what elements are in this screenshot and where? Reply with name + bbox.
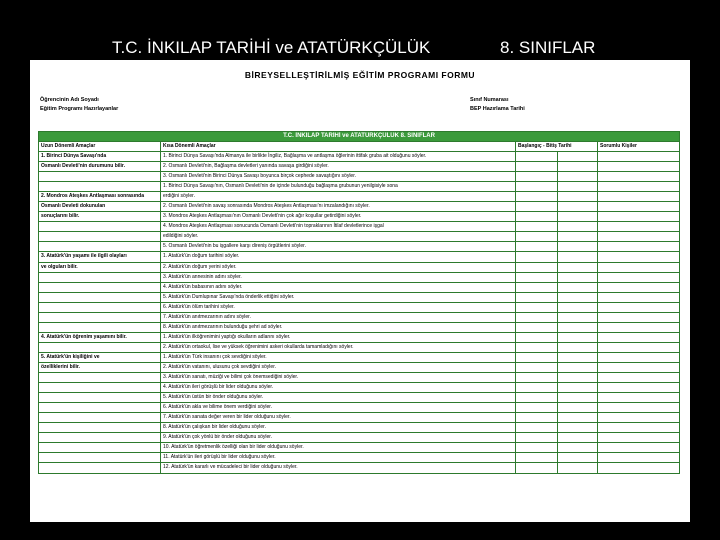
long-term-goal-cell: 5. Atatürk'ün kişiliğini ve [39, 352, 161, 362]
table-row [39, 302, 680, 312]
table-row [39, 182, 680, 192]
start-date-cell [516, 292, 558, 302]
responsible-cell [598, 172, 680, 182]
slide-title-grade: 8. SINIFLAR [500, 38, 596, 57]
short-term-goal-cell: 3. Osmanlı Devleti'nin Birinci Dünya Savaşı boyunca birçok cephede savaştığını söyler. [161, 172, 516, 182]
long-term-goal-cell [39, 403, 161, 413]
table-row [39, 172, 680, 182]
class-number-label: Sınıf Numarası [470, 97, 509, 103]
responsible-cell [598, 302, 680, 312]
table-row [39, 453, 680, 463]
long-term-goal-cell [39, 413, 161, 423]
responsible-cell [598, 352, 680, 362]
long-term-goal-cell [39, 383, 161, 393]
end-date-cell [558, 162, 598, 172]
end-date-cell [558, 282, 598, 292]
table-row [39, 272, 680, 282]
table-row [39, 152, 680, 162]
short-term-goal-cell: 7. Atatürk'ün anıtmezarının adını söyler. [161, 312, 516, 322]
short-term-goal-cell: 7. Atatürk'ün sanata değer veren bir lider olduğunu söyler. [161, 413, 516, 423]
start-date-cell [516, 362, 558, 372]
header-start-end: Başlangıç - Bitiş Tarihi [516, 142, 598, 152]
responsible-cell [598, 262, 680, 272]
end-date-cell [558, 423, 598, 433]
responsible-cell [598, 443, 680, 453]
end-date-cell [558, 312, 598, 322]
long-term-goal-cell [39, 182, 161, 192]
table-row [39, 232, 680, 242]
start-date-cell [516, 272, 558, 282]
table-row [39, 192, 680, 202]
end-date-cell [558, 332, 598, 342]
start-date-cell [516, 413, 558, 423]
header-long-term: Uzun Dönemli Amaçlar [39, 142, 161, 152]
table-row [39, 162, 680, 172]
short-term-goal-cell: erdiğini söyler. [161, 192, 516, 202]
responsible-cell [598, 182, 680, 192]
bep-form-document [30, 60, 690, 522]
start-date-cell [516, 172, 558, 182]
end-date-cell [558, 433, 598, 443]
end-date-cell [558, 292, 598, 302]
short-term-goal-cell: 1. Atatürk'ün ilköğrenimini yaptığı okulların adlarını söyler. [161, 332, 516, 342]
table-row [39, 242, 680, 252]
start-date-cell [516, 453, 558, 463]
short-term-goal-cell: 2. Atatürk'ün doğum yerini söyler. [161, 262, 516, 272]
responsible-cell [598, 322, 680, 332]
responsible-cell [598, 242, 680, 252]
end-date-cell [558, 262, 598, 272]
table-row [39, 373, 680, 383]
short-term-goal-cell: 12. Atatürk'ün kararlı ve mücadeleci bir lider olduğunu söyler. [161, 463, 516, 473]
short-term-goal-cell: 2. Osmanlı Devleti'nin savaş sonrasında Mondros Ateşkes Antlaşması'nı imzalandığını söyler. [161, 202, 516, 212]
start-date-cell [516, 152, 558, 162]
start-date-cell [516, 373, 558, 383]
long-term-goal-cell [39, 373, 161, 383]
end-date-cell [558, 202, 598, 212]
end-date-cell [558, 453, 598, 463]
short-term-goal-cell: 2. Atatürk'ün vatanını, ulusunu çok sevdiğini söyler. [161, 362, 516, 372]
preparers-label: Eğitim Programı Hazırlayanlar [40, 106, 119, 112]
responsible-cell [598, 222, 680, 232]
short-term-goal-cell: 11. Atatürk'ün ileri görüşlü bir lider olduğunu söyler. [161, 453, 516, 463]
student-name-label: Öğrencinin Adı Soyadı [40, 97, 99, 103]
long-term-goal-cell: 3. Atatürk'ün yaşamı ile ilgili olayları [39, 252, 161, 262]
end-date-cell [558, 413, 598, 423]
responsible-cell [598, 463, 680, 473]
responsible-cell [598, 282, 680, 292]
start-date-cell [516, 212, 558, 222]
long-term-goal-cell [39, 322, 161, 332]
short-term-goal-cell: 3. Atatürk'ün sanatı, müziği ve bilimi çok önemsediğini söyler. [161, 373, 516, 383]
short-term-goal-cell: 9. Atatürk'ün çok yönlü bir önder olduğunu söyler. [161, 433, 516, 443]
long-term-goal-cell: 1. Birinci Dünya Savaşı'nda [39, 152, 161, 162]
start-date-cell [516, 302, 558, 312]
table-row [39, 262, 680, 272]
short-term-goal-cell: 5. Atatürk'ün Dumlupınar Savaşı'nda önderlik ettiğini söyler. [161, 292, 516, 302]
end-date-cell [558, 322, 598, 332]
table-row [39, 252, 680, 262]
long-term-goal-cell [39, 272, 161, 282]
long-term-goal-cell [39, 342, 161, 352]
responsible-cell [598, 423, 680, 433]
slide-title [0, 38, 720, 60]
short-term-goal-cell: 4. Atatürk'ün ileri görüşlü bir lider olduğunu söyler. [161, 383, 516, 393]
end-date-cell [558, 352, 598, 362]
end-date-cell [558, 252, 598, 262]
long-term-goal-cell: 4. Atatürk'ün öğrenim yaşamını bilir. [39, 332, 161, 342]
short-term-goal-cell: 2. Atatürk'ün ortaokul, lise ve yüksek öğrenimini askeri okullarda tamamladığını söyler. [161, 342, 516, 352]
end-date-cell [558, 403, 598, 413]
short-term-goal-cell: 8. Atatürk'ün anıtmezarının bulunduğu şehri ad söyler. [161, 322, 516, 332]
end-date-cell [558, 443, 598, 453]
end-date-cell [558, 232, 598, 242]
responsible-cell [598, 332, 680, 342]
table-header-row [39, 142, 680, 152]
start-date-cell [516, 182, 558, 192]
responsible-cell [598, 232, 680, 242]
end-date-cell [558, 152, 598, 162]
responsible-cell [598, 362, 680, 372]
responsible-cell [598, 192, 680, 202]
end-date-cell [558, 373, 598, 383]
short-term-goal-cell: 6. Atatürk'ün ölüm tarihini söyler. [161, 302, 516, 312]
header-responsible: Sorumlu Kişiler [598, 142, 680, 152]
long-term-goal-cell [39, 172, 161, 182]
long-term-goal-cell [39, 242, 161, 252]
short-term-goal-cell: 5. Atatürk'ün üstün bir önder olduğunu söyler. [161, 393, 516, 403]
end-date-cell [558, 172, 598, 182]
start-date-cell [516, 433, 558, 443]
end-date-cell [558, 362, 598, 372]
end-date-cell [558, 222, 598, 232]
end-date-cell [558, 272, 598, 282]
short-term-goal-cell: 6. Atatürk'ün akla ve bilime önem verdiğini söyler. [161, 403, 516, 413]
long-term-goal-cell: ve olguları bilir. [39, 262, 161, 272]
responsible-cell [598, 202, 680, 212]
form-meta-right [470, 96, 525, 114]
responsible-cell [598, 272, 680, 282]
long-term-goal-cell [39, 222, 161, 232]
table-row [39, 413, 680, 423]
start-date-cell [516, 403, 558, 413]
slide-title-main: T.C. İNKILAP TARİHİ ve ATATÜRKÇÜLÜK [112, 38, 431, 57]
short-term-goal-cell: 4. Mondros Ateşkes Antlaşması sonucunda Osmanlı Devleti'nin topraklarının İtilaf devletlerince işgal [161, 222, 516, 232]
end-date-cell [558, 463, 598, 473]
start-date-cell [516, 393, 558, 403]
start-date-cell [516, 262, 558, 272]
table-row [39, 383, 680, 393]
long-term-goal-cell: Osmanlı Devleti'nin durumunu bilir. [39, 162, 161, 172]
long-term-goal-cell [39, 232, 161, 242]
table-row [39, 282, 680, 292]
table-row [39, 332, 680, 342]
responsible-cell [598, 403, 680, 413]
responsible-cell [598, 312, 680, 322]
short-term-goal-cell: edildiğini söyler. [161, 232, 516, 242]
responsible-cell [598, 393, 680, 403]
responsible-cell [598, 383, 680, 393]
end-date-cell [558, 383, 598, 393]
responsible-cell [598, 292, 680, 302]
start-date-cell [516, 312, 558, 322]
responsible-cell [598, 373, 680, 383]
start-date-cell [516, 332, 558, 342]
end-date-cell [558, 302, 598, 312]
table-row [39, 362, 680, 372]
short-term-goal-cell: 1. Birinci Dünya Savaşı'nda Almanya ile birlikte İngiliz, Bağlaşma ve antlaşma öğlerinin ittifak gruba ait olduğunu söyler. [161, 152, 516, 162]
form-meta-left [40, 96, 118, 114]
start-date-cell [516, 463, 558, 473]
short-term-goal-cell: 10. Atatürk'ün öğretmenlik özelliği olan bir lider olduğunu söyler. [161, 443, 516, 453]
short-term-goal-cell: 1. Atatürk'ün doğum tarihini söyler. [161, 252, 516, 262]
start-date-cell [516, 202, 558, 212]
start-date-cell [516, 443, 558, 453]
table-row [39, 212, 680, 222]
responsible-cell [598, 162, 680, 172]
responsible-cell [598, 252, 680, 262]
end-date-cell [558, 242, 598, 252]
table-row [39, 433, 680, 443]
start-date-cell [516, 322, 558, 332]
responsible-cell [598, 212, 680, 222]
responsible-cell [598, 413, 680, 423]
table-row [39, 292, 680, 302]
start-date-cell [516, 222, 558, 232]
start-date-cell [516, 352, 558, 362]
long-term-goal-cell [39, 453, 161, 463]
short-term-goal-cell: 1. Birinci Dünya Savaşı'nın, Osmanlı Devleti'nin de içinde bulunduğu bağlaşma grubunun yenilgisiyle sona [161, 182, 516, 192]
long-term-goal-cell [39, 463, 161, 473]
start-date-cell [516, 252, 558, 262]
end-date-cell [558, 212, 598, 222]
short-term-goal-cell: 3. Atatürk'ün annesinin adını söyler. [161, 272, 516, 282]
start-date-cell [516, 383, 558, 393]
long-term-goal-cell [39, 312, 161, 322]
responsible-cell [598, 433, 680, 443]
long-term-goal-cell [39, 423, 161, 433]
table-row [39, 352, 680, 362]
responsible-cell [598, 453, 680, 463]
long-term-goal-cell [39, 433, 161, 443]
table-row [39, 403, 680, 413]
start-date-cell [516, 232, 558, 242]
form-title: BİREYSELLEŞTİRİLMİŞ EĞİTİM PROGRAMI FORMU [244, 70, 476, 80]
table-row [39, 423, 680, 433]
end-date-cell [558, 393, 598, 403]
table-row [39, 342, 680, 352]
long-term-goal-cell [39, 443, 161, 453]
long-term-goal-cell [39, 393, 161, 403]
short-term-goal-cell: 3. Mondros Ateşkes Antlaşması'nın Osmanlı Devleti'nin çok ağır koşullar getirdiğini söyler. [161, 212, 516, 222]
goals-table [38, 131, 680, 474]
short-term-goal-cell: 1. Atatürk'ün Türk insanını çok sevdiğini söyler. [161, 352, 516, 362]
end-date-cell [558, 192, 598, 202]
long-term-goal-cell [39, 292, 161, 302]
header-short-term: Kısa Dönemli Amaçlar [161, 142, 516, 152]
table-row [39, 222, 680, 232]
table-row [39, 312, 680, 322]
responsible-cell [598, 152, 680, 162]
table-row [39, 202, 680, 212]
table-row [39, 463, 680, 473]
table-row [39, 443, 680, 453]
start-date-cell [516, 423, 558, 433]
short-term-goal-cell: 5. Osmanlı Devleti'nin bu işgallere karşı direniş örgütlerini söyler. [161, 242, 516, 252]
end-date-cell [558, 182, 598, 192]
table-row [39, 322, 680, 332]
banner-cell: T.C. İNKILAP TARİHİ ve ATATÜRKÇÜLÜK 8. SINIFLAR [39, 132, 680, 142]
table-row [39, 393, 680, 403]
long-term-goal-cell: özelliklerini bilir. [39, 362, 161, 372]
start-date-cell [516, 342, 558, 352]
table-banner [39, 132, 680, 142]
end-date-cell [558, 342, 598, 352]
start-date-cell [516, 242, 558, 252]
long-term-goal-cell: sonuçlarını bilir. [39, 212, 161, 222]
short-term-goal-cell: 2. Osmanlı Devleti'nin, Bağlaşma devletleri yanında savaşa girdiğini söyler. [161, 162, 516, 172]
responsible-cell [598, 342, 680, 352]
long-term-goal-cell [39, 302, 161, 312]
long-term-goal-cell: Osmanlı Devleti dokunulan [39, 202, 161, 212]
short-term-goal-cell: 4. Atatürk'ün babasının adını söyler. [161, 282, 516, 292]
start-date-cell [516, 162, 558, 172]
long-term-goal-cell: 2. Mondros Ateşkes Antlaşması sonrasında [39, 192, 161, 202]
long-term-goal-cell [39, 282, 161, 292]
start-date-cell [516, 282, 558, 292]
start-date-cell [516, 192, 558, 202]
short-term-goal-cell: 8. Atatürk'ün çalışkan bir lider olduğunu söyler. [161, 423, 516, 433]
bep-date-label: BEP Hazırlama Tarihi [470, 106, 525, 112]
